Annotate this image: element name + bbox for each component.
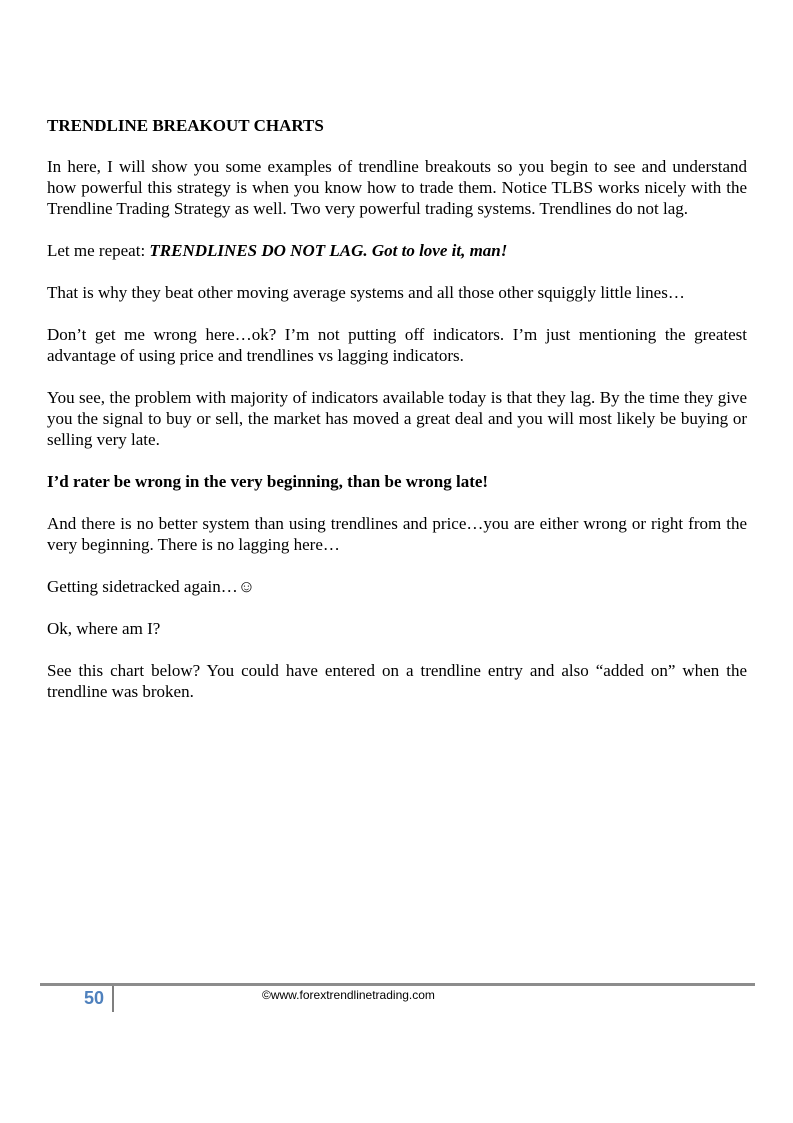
repeat-emphasis: TRENDLINES DO NOT LAG. Got to love it, man!: [149, 241, 508, 260]
repeat-prefix: Let me repeat:: [47, 241, 150, 260]
paragraph-repeat: [47, 240, 747, 261]
footer-rule: [40, 983, 755, 986]
paragraph-chart-below: See this chart below? You could have entered on a trendline entry and also “added on” when the trendline was broken.: [47, 661, 747, 701]
paragraph-wrong-early: I’d rater be wrong in the very beginning, than be wrong late!: [47, 472, 489, 491]
paragraph-intro: In here, I will show you some examples of trendline breakouts so you begin to see and understand how powerful this strategy is when you know how to trade them. Notice TLBS works nicely with the Trendline Trading Strategy as well. Two very powerful trading systems. Trendlines do not lag.: [47, 157, 747, 218]
paragraph-where-am-i: Ok, where am I?: [47, 619, 161, 638]
paragraph-beat-systems: That is why they beat other moving average systems and all those other squiggly little lines…: [47, 283, 685, 302]
page-number: 50: [84, 988, 105, 1008]
paragraph-sidetracked: Getting sidetracked again…☺: [47, 577, 256, 596]
paragraph-indicators: Don’t get me wrong here…ok? I’m not putting off indicators. I’m just mentioning the greatest advantage of using price and trendlines vs lagging indicators.: [47, 325, 747, 365]
section-heading: TRENDLINE BREAKOUT CHARTS: [47, 116, 324, 135]
page-number-divider: [112, 986, 114, 1012]
document-body: [47, 115, 747, 723]
paragraph-no-better-system: And there is no better system than using trendlines and price…you are either wrong or right from the very beginning. There is no lagging here…: [47, 514, 747, 554]
paragraph-lag-problem: You see, the problem with majority of indicators available today is that they lag. By the time they give you the signal to buy or sell, the market has moved a great deal and you will most likely be buying or selling very late.: [47, 388, 747, 449]
footer-url: ©www.forextrendlinetrading.com: [262, 988, 435, 1002]
